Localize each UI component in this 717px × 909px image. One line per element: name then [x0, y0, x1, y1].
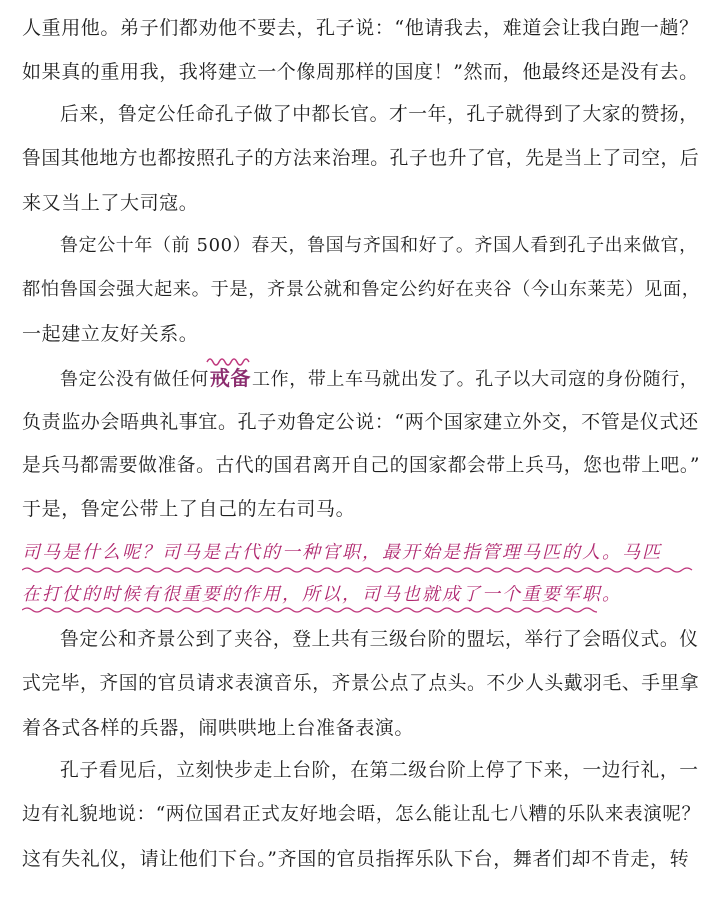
paragraph-line: 是兵马都需要做准备。古代的国君离开自己的国家都会带上兵马，您也带上吧。” [22, 455, 701, 476]
paragraph-line: 式完毕，齐国的官员请求表演音乐，齐景公点了点头。不少人头戴羽毛、手里拿 [22, 673, 700, 694]
paragraph-line: 边有礼貌地说：“两位国君正式友好地会晤，怎么能让乱七八糟的乐队来表演呢？ [22, 804, 701, 825]
paragraph-line: 如果真的重用我，我将建立一个像周那样的国度！”然而，他最终还是没有去。 [22, 61, 699, 83]
highlighted-word-text: 戒备 [209, 366, 252, 390]
paragraph-line: 都怕鲁国会强大起来。于是，齐景公就和鲁定公约好在夹谷（今山东莱芜）见面， [22, 279, 701, 300]
paragraph-line: 来又当上了大司寇。 [22, 192, 199, 214]
paragraph-line: 后来，鲁定公任命孔子做了中都长官。才一年，孔子就得到了大家的赞扬， [60, 104, 699, 125]
annotation-line: 司马是什么呢？司马是古代的一种官职，最开始是指管理马匹的人。马匹 [22, 542, 662, 563]
squiggle-decoration-icon [205, 354, 255, 366]
annotation-line: 在打仗的时候有很重要的作用，所以，司马也就成了一个重要军职。 [22, 584, 622, 605]
paragraph-line: 于是，鲁定公带上了自己的左右司马。 [22, 498, 356, 520]
paragraph-line: 孔子看见后，立刻快步走上台阶，在第二级台阶上停了下来，一边行礼，一 [60, 760, 699, 781]
paragraph-line: 着各式各样的兵器，闹哄哄地上台准备表演。 [22, 717, 415, 739]
paragraph-line: 鲁定公十年（前 500）春天，鲁国与齐国和好了。齐国人看到孔子出来做官， [60, 235, 698, 256]
paragraph-line: 一起建立友好关系。 [22, 323, 199, 345]
text-segment: 工作，带上车马就出发了。孔子以大司寇的身份随行， [252, 369, 699, 390]
wavy-underline-icon [22, 606, 597, 614]
highlighted-word [209, 366, 252, 390]
paragraph-line: 负责监办会晤典礼事宜。孔子劝鲁定公说：“两个国家建立外交，不管是仪式还 [22, 411, 699, 433]
paragraph-line: 这有失礼仪，请让他们下台。”齐国的官员指挥乐队下台，舞者们却不肯走，转 [22, 848, 690, 870]
wavy-underline-icon [22, 566, 702, 574]
paragraph-line: 鲁国其他地方也都按照孔子的方法来治理。孔子也升了官，先是当上了司空，后 [22, 148, 700, 169]
paragraph-line: 鲁定公和齐景公到了夹谷，登上共有三级台阶的盟坛，举行了会晤仪式。仪 [60, 629, 699, 650]
paragraph-line: 人重用他。弟子们都劝他不要去，孔子说：“他请我去，难道会让我白跑一趟？ [22, 17, 699, 39]
paragraph-line [60, 366, 702, 392]
text-segment: 鲁定公没有做任何 [60, 369, 209, 390]
